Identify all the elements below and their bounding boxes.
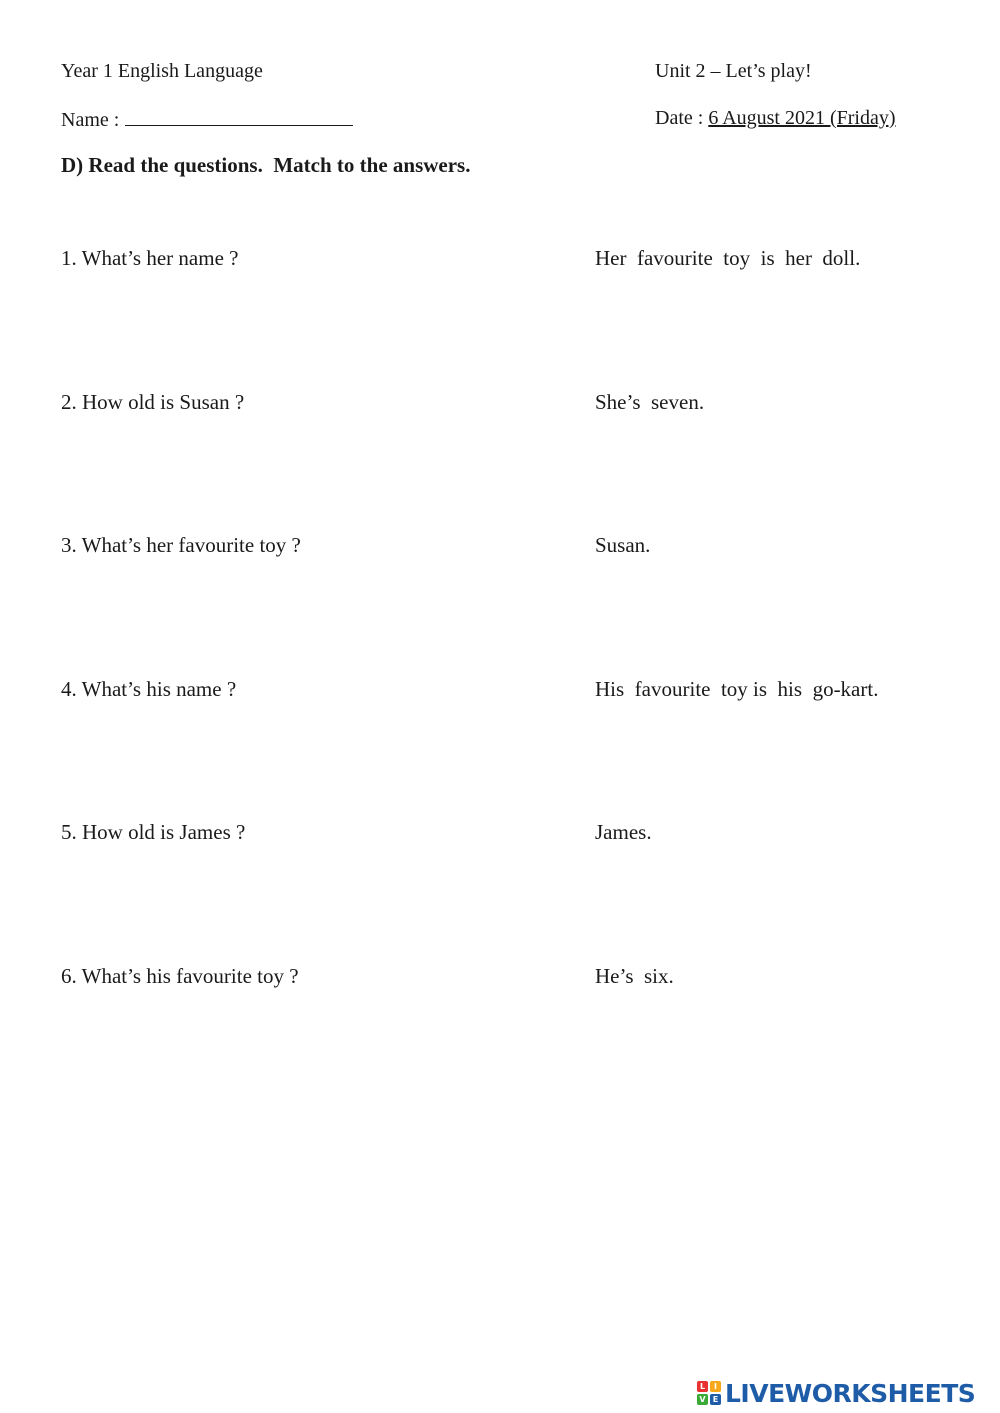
answer-4[interactable]: His favourite toy is his go-kart. — [595, 677, 879, 701]
answer-6[interactable]: He’s six. — [595, 964, 674, 988]
answer-1[interactable]: Her favourite toy is her doll. — [595, 246, 861, 270]
name-row — [61, 107, 353, 132]
date-row — [655, 107, 896, 130]
question-4[interactable]: 4. What’s his name ? — [61, 677, 237, 701]
question-5[interactable]: 5. How old is James ? — [61, 820, 246, 844]
question-6[interactable]: 6. What’s his favourite toy ? — [61, 964, 299, 988]
logo-mark-letter: L — [697, 1381, 708, 1392]
answer-5[interactable]: James. — [595, 820, 652, 844]
subject-label: Year 1 English Language — [61, 60, 263, 82]
logo-mark-letter: V — [697, 1394, 708, 1405]
liveworksheets-logo — [697, 1378, 975, 1408]
logo-text: LIVEWORKSHEETS — [725, 1378, 976, 1408]
question-1[interactable]: 1. What’s her name ? — [61, 246, 239, 270]
date-label: Date : — [655, 107, 704, 129]
question-3[interactable]: 3. What’s her favourite toy ? — [61, 533, 301, 557]
instruction-heading: D) Read the questions. Match to the answers. — [61, 153, 471, 177]
logo-mark-letter: I — [710, 1381, 721, 1392]
answer-3[interactable]: Susan. — [595, 533, 651, 557]
logo-mark-icon — [697, 1381, 721, 1405]
name-label: Name : — [61, 109, 120, 131]
logo-mark-letter: E — [710, 1394, 721, 1405]
answer-2[interactable]: She’s seven. — [595, 390, 705, 414]
name-blank-line[interactable] — [125, 107, 353, 126]
date-value: 6 August 2021 (Friday) — [708, 107, 896, 129]
question-2[interactable]: 2. How old is Susan ? — [61, 390, 245, 414]
unit-label: Unit 2 – Let’s play! — [655, 60, 812, 82]
